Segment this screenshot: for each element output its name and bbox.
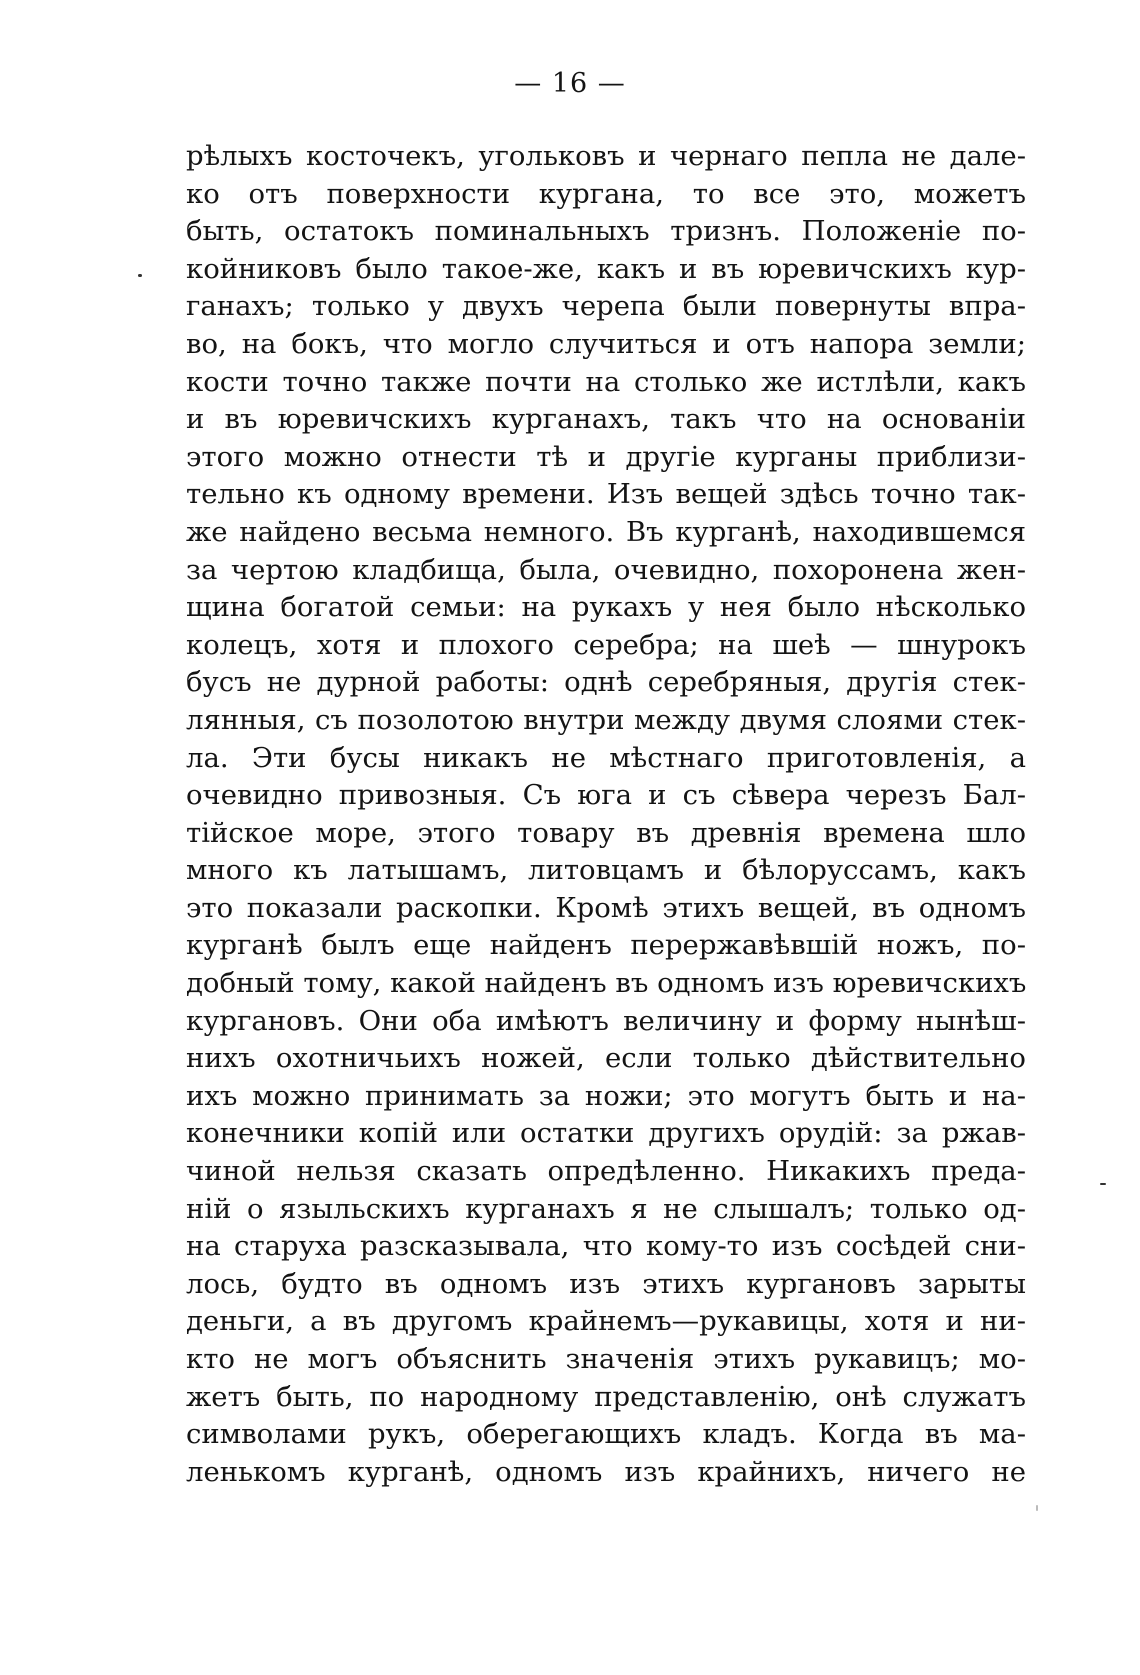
text-line: же найдено весьма немного. Въ курганѣ, находившемся (186, 515, 1026, 548)
text-line: очевидно привозныя. Съ юга и съ сѣвера черезъ Бал- (186, 779, 1026, 812)
text-line: этого можно отнести тѣ и другіе курганы приблизи- (186, 440, 1026, 473)
text-line: конечники копій или остатки другихъ орудій: за ржав- (186, 1117, 1026, 1150)
text-line: ихъ можно принимать за ножи; это могутъ быть и на- (186, 1079, 1026, 1112)
body-text (186, 138, 1026, 1491)
text-line: деньги, а въ другомъ крайнемъ—рукавицы, хотя и ни- (186, 1305, 1026, 1338)
text-line: лось, будто въ одномъ изъ этихъ кургановъ зарыты (186, 1267, 1026, 1300)
text-line: быть, остатокъ поминальныхъ тризнъ. Положеніе по- (186, 215, 1026, 248)
text-line: символами рукъ, оберегающихъ кладъ. Когда въ ма- (186, 1418, 1026, 1451)
text-line: и въ юревичскихъ курганахъ, такъ что на основаніи (186, 403, 1026, 436)
text-line: лянныя, съ позолотою внутри между двумя слоями стек- (186, 703, 1026, 736)
text-line: жетъ быть, по народному представленію, онѣ служатъ (186, 1380, 1026, 1413)
ink-speck (138, 274, 142, 277)
text-line: ленькомъ курганѣ, одномъ изъ крайнихъ, ничего не (186, 1455, 1026, 1488)
text-line: курганѣ былъ еще найденъ перержавѣвшій ножъ, по- (186, 929, 1026, 962)
text-line: тійское море, этого товару въ древнія времена шло (186, 816, 1026, 849)
text-line: кто не могъ объяснить значенія этихъ рукавицъ; мо- (186, 1343, 1026, 1375)
text-line: ганахъ; только у двухъ черепа были повернуты впра- (186, 290, 1026, 323)
text-line: во, на бокъ, что могло случиться и отъ напора земли; (186, 327, 1026, 360)
text-line: это показали раскопки. Кромѣ этихъ вещей, въ одномъ (186, 891, 1026, 924)
text-line: ко отъ поверхности кургана, то все это, можетъ (186, 177, 1026, 210)
text-line: чиной нельзя сказать опредѣленно. Никакихъ преда- (186, 1155, 1026, 1188)
text-line: ла. Эти бусы никакъ не мѣстнаго приготовленія, а (186, 741, 1026, 774)
text-line: тельно къ одному времени. Изъ вещей здѣсь точно так- (186, 478, 1026, 511)
text-line: кургановъ. Они оба имѣютъ величину и форму нынѣш- (186, 1004, 1026, 1037)
text-line: добный тому, какой найденъ въ одномъ изъ юревичскихъ (186, 967, 1027, 1000)
text-line: колецъ, хотя и плохого серебра; на шеѣ — шнурокъ (186, 628, 1026, 661)
text-line: кости точно также почти на столько же истлѣли, какъ (186, 365, 1026, 398)
text-line: нихъ охотничьихъ ножей, если только дѣйствительно (186, 1042, 1026, 1075)
ink-speck (1100, 1183, 1106, 1185)
text-line: за чертою кладбища, была, очевидно, похоронена жен- (186, 553, 1026, 586)
page-number: — 16 — (514, 68, 626, 99)
text-line: щина богатой семьи: на рукахъ у нея было нѣсколько (186, 591, 1026, 624)
text-line: койниковъ было такое-же, какъ и въ юревичскихъ кур- (186, 252, 1026, 285)
text-line: много къ латышамъ, литовцамъ и бѣлоруссамъ, какъ (186, 854, 1026, 887)
text-line: на старуха разсказывала, что кому-то изъ сосѣдей сни- (186, 1230, 1026, 1263)
text-line: ній о языльскихъ курганахъ я не слышалъ; только од- (186, 1192, 1026, 1225)
text-line: бусъ не дурной работы: однѣ серебряныя, другія стек- (186, 666, 1026, 699)
text-line: рѣлыхъ косточекъ, угольковъ и чернаго пепла не дале- (186, 140, 1026, 172)
ink-speck (1036, 1505, 1038, 1511)
